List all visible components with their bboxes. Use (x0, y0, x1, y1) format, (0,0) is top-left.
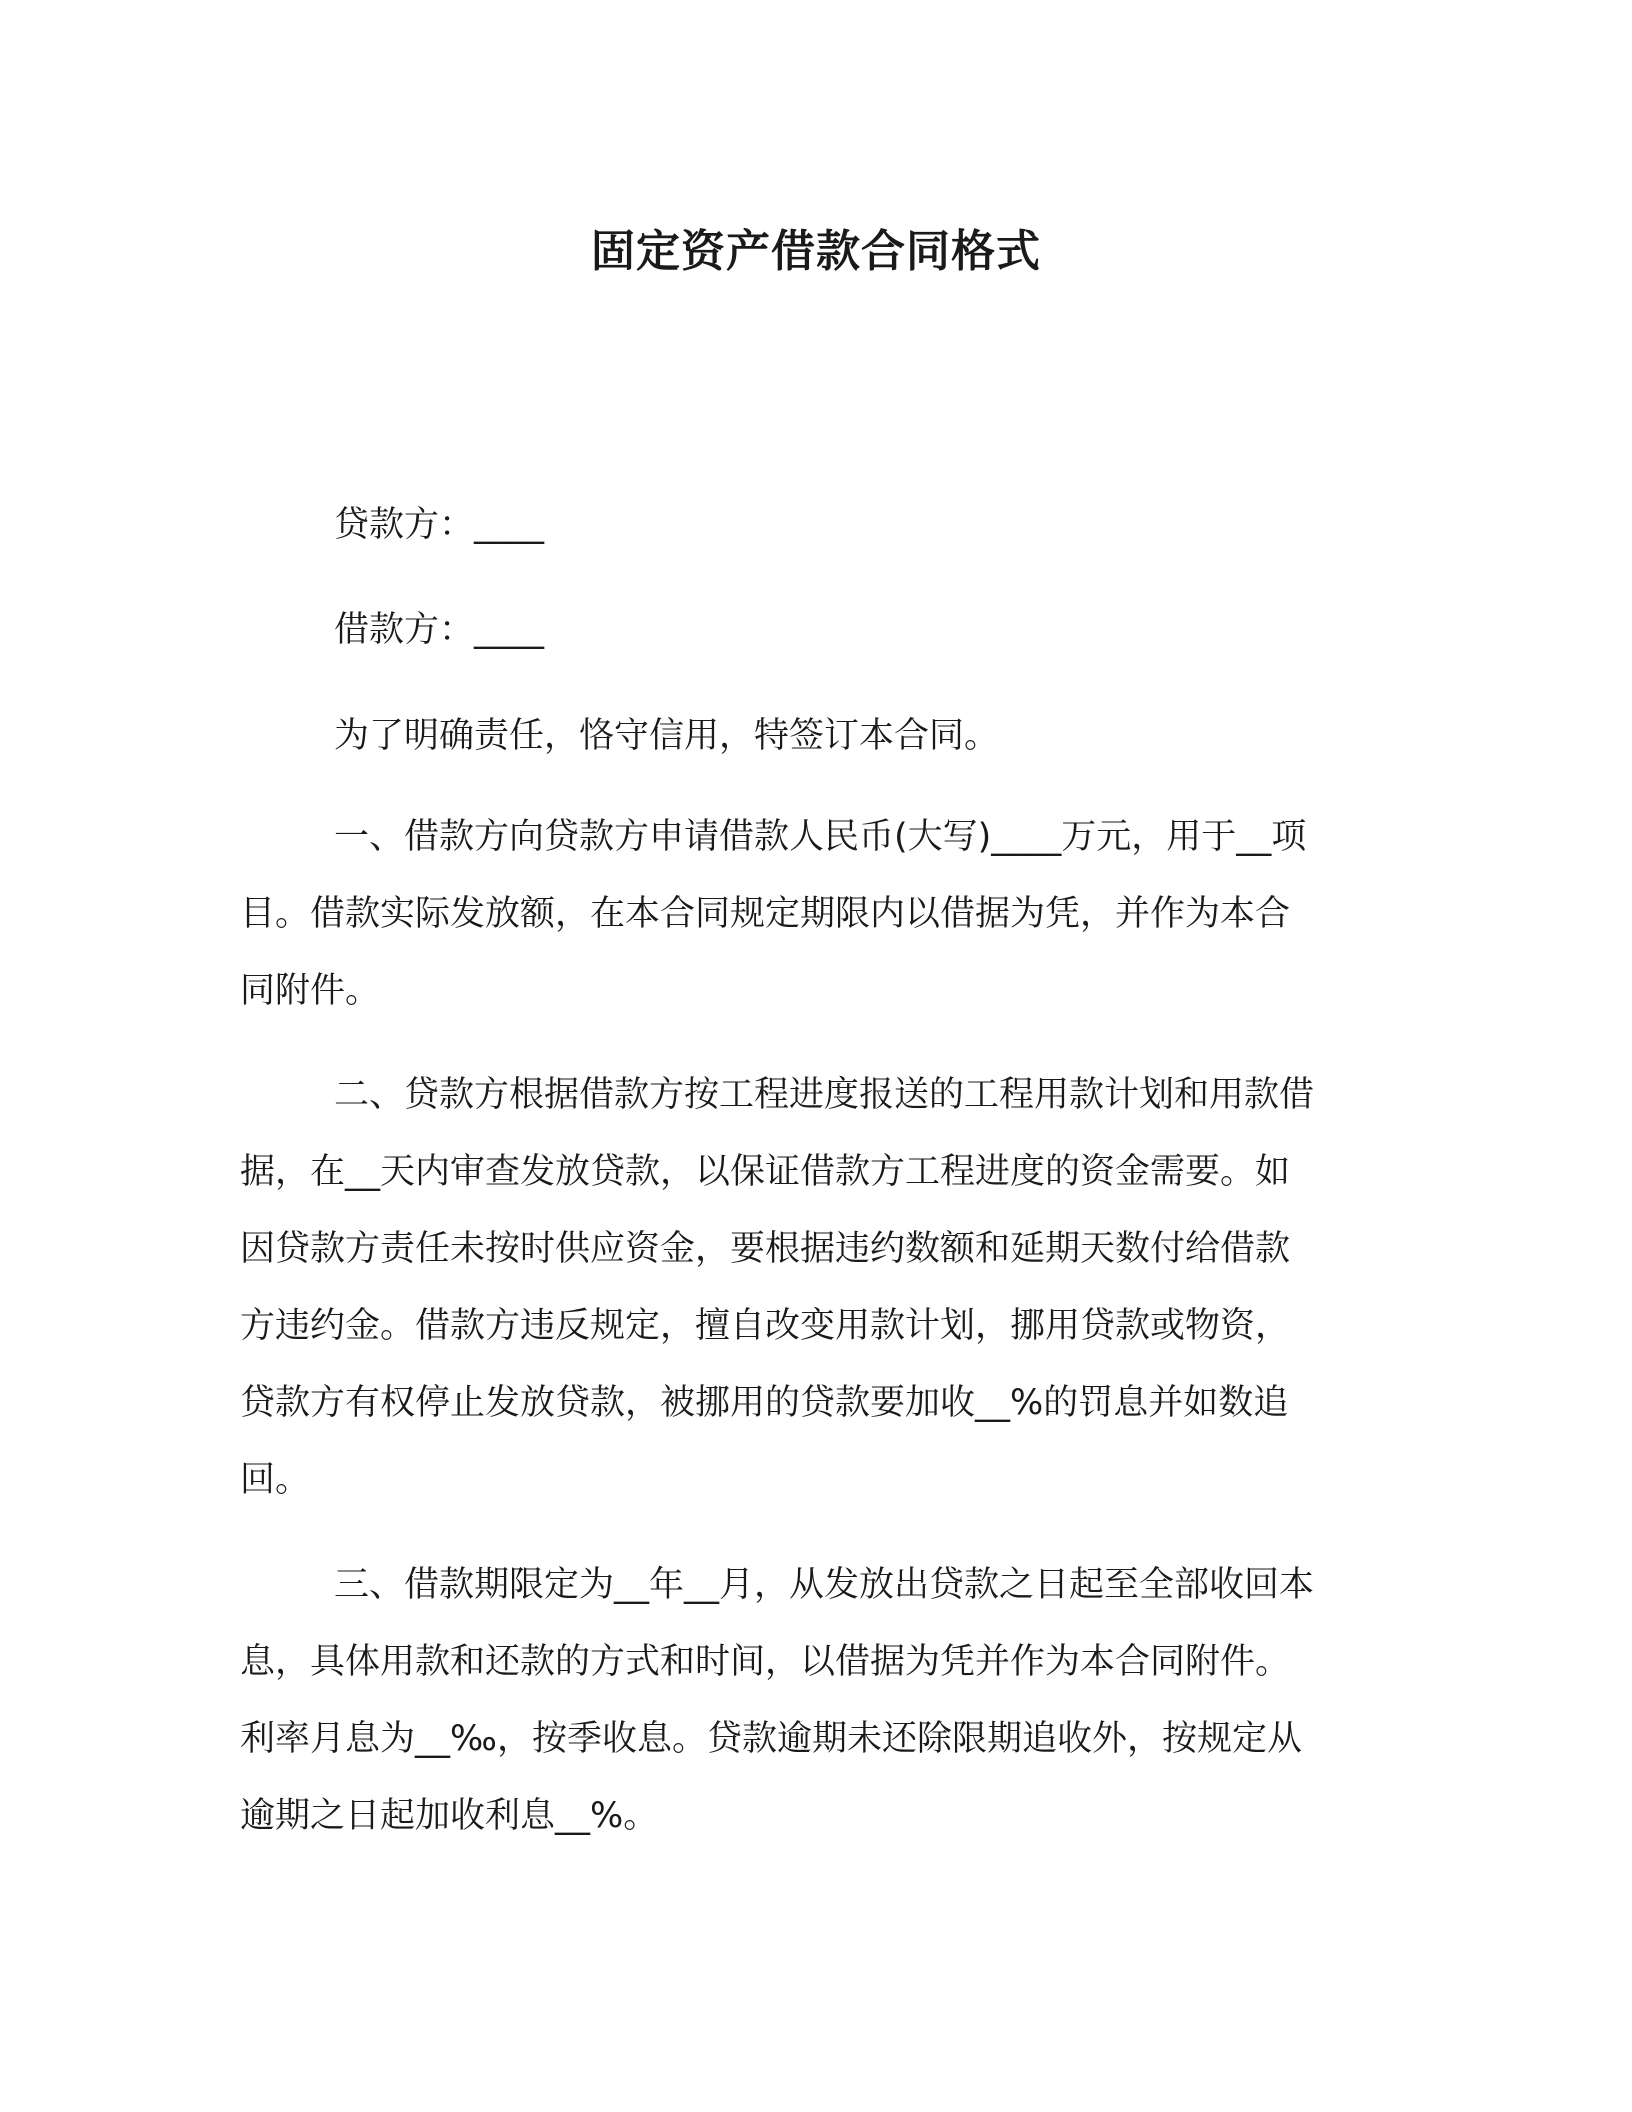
clause-3-paragraph (240, 1547, 1385, 1855)
lender-line (240, 487, 1385, 564)
clause-2-line: 因贷款方责任未按时供应资金，要根据违约数额和延期天数付给借款 (240, 1229, 1291, 1269)
clause-2-line: 二、贷款方根据借款方按工程进度报送的工程用款计划和用款借 (334, 1075, 1315, 1115)
clause-3-line: 三、借款期限定为__年__月，从发放出贷款之日起至全部收回本 (334, 1565, 1315, 1605)
clause-1-line: 同附件。 (240, 971, 381, 1011)
clause-2-line: 据，在__天内审查发放贷款，以保证借款方工程进度的资金需要。如 (240, 1152, 1291, 1192)
borrower-line (240, 592, 1385, 669)
clause-2-line: 回。 (240, 1460, 311, 1500)
clause-2-line: 贷款方有权停止发放贷款，被挪用的贷款要加收__%的罚息并如数追 (240, 1383, 1289, 1423)
clause-1-line: 目。借款实际发放额，在本合同规定期限内以借据为凭，并作为本合 (240, 894, 1291, 934)
clause-1-paragraph (240, 799, 1385, 1030)
clause-3-line: 息，具体用款和还款的方式和时间，以借据为凭并作为本合同附件。 (240, 1642, 1291, 1682)
clause-2-paragraph (240, 1057, 1385, 1519)
clause-3-line: 利率月息为__‰，按季收息。贷款逾期未还除限期追收外，按规定从 (240, 1719, 1302, 1759)
clause-2-line: 方违约金。借款方违反规定，擅自改变用款计划，挪用贷款或物资， (240, 1306, 1291, 1346)
preamble-text: 为了明确责任，恪守信用，特签订本合同。 (334, 716, 1000, 756)
clause-3-line: 逾期之日起加收利息__%。 (240, 1796, 659, 1836)
lender-text: 贷款方：____ (334, 505, 545, 545)
document-title: 固定资产借款合同格式 (591, 226, 1041, 277)
clause-1-line: 一、借款方向贷款方申请借款人民币(大写)____万元，用于__项 (334, 817, 1307, 857)
borrower-text: 借款方：____ (334, 610, 545, 650)
preamble-paragraph (240, 698, 1385, 775)
